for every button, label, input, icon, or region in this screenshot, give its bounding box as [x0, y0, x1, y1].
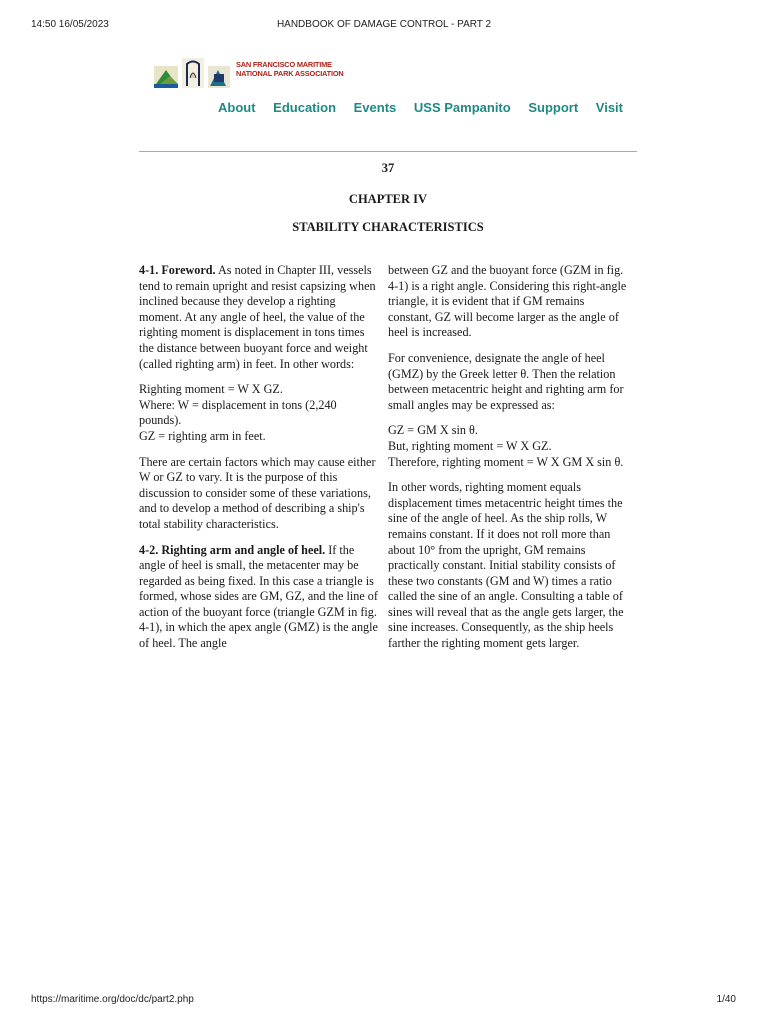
logo-mark-icon	[154, 56, 234, 90]
paragraph-formula: Righting moment = W X GZ. Where: W = displacement in tons (2,240 pounds). GZ = righting arm in feet.	[139, 382, 337, 443]
paragraph-convenience: For convenience, designate the angle of heel (GMZ) by the Greek letter θ. Then the relation between metacentric height and righting arm for small angles may be expressed as:	[388, 350, 624, 412]
page-number: 37	[381, 161, 395, 175]
print-timestamp: 14:50 16/05/2023	[31, 19, 109, 30]
print-url: https://maritime.org/doc/dc/part2.php	[31, 994, 194, 1005]
nav-uss-pampanito[interactable]: USS Pampanito	[413, 100, 511, 115]
left-column	[139, 263, 379, 662]
chapter-heading: CHAPTER IV	[348, 192, 428, 206]
paragraph-factors: There are certain factors which may cause either W or GZ to vary. It is the purpose of this discussion to consider some of these variations, and to develop a method of describing a ship's total stability characteristics.	[139, 454, 376, 531]
main-nav	[218, 100, 637, 118]
chapter-title: STABILITY CHARACTERISTICS	[292, 220, 484, 234]
paragraph-other-words: In other words, righting moment equals displacement times metacentric height times the sine of the angle of heel. As the ship rolls, W remains constant. If it does not roll more than about 10° from the upright, GM remains practically constant. Initial stability consists of these two constants (GM and W) times a ratio called the sine of an angle. Consulting a table of sines will reveal that as the angle gets larger, the sine increases. Consequently, as the ship heels farther the righting moment gets larger.	[388, 480, 624, 651]
print-header	[0, 19, 768, 33]
print-footer	[0, 994, 768, 1008]
site-logo[interactable]	[154, 56, 354, 90]
right-column	[388, 263, 628, 662]
nav-events[interactable]: Events	[353, 100, 397, 115]
paragraph-right-angle: between GZ and the buoyant force (GZM in fig. 4-1) is a right angle. Considering this right-angle triangle, it is evident that if GM remains constant, GZ will become larger as the angle of heel is increased.	[388, 263, 627, 340]
nav-about[interactable]: About	[218, 100, 256, 115]
nav-visit[interactable]: Visit	[595, 100, 623, 115]
paragraph-righting-arm: 4-2. Righting arm and angle of heel. If the angle of heel is small, the metacenter may be regarded as being fixed. In this case a triangle is formed, whose sides are GM, GZ, and the line of action of the buoyant force (triangle GZM in fig. 4-1), in which the apex angle (GMZ) is the angle of heel. The angle	[139, 542, 378, 651]
paragraph-foreword: 4-1. Foreword. As noted in Chapter III, vessels tend to remain upright and resist capsizing when inclined because they develop a righting moment. At any angle of heel, the value of the righting moment is displacement in tons times the distance between buoyant force and weight (called righting arm) in feet. In other words:	[139, 263, 376, 371]
nav-education[interactable]: Education	[273, 100, 337, 115]
logo-text: SAN FRANCISCO MARITIME NATIONAL PARK ASSOCIATION	[236, 60, 344, 78]
print-title: HANDBOOK OF DAMAGE CONTROL - PART 2	[276, 19, 492, 30]
divider	[139, 151, 637, 152]
paragraph-equations: GZ = GM X sin θ. But, righting moment = W X GZ. Therefore, righting moment = W X GM X sin θ.	[388, 423, 624, 469]
nav-support[interactable]: Support	[528, 100, 579, 115]
print-page-count: 1/40	[716, 994, 736, 1005]
